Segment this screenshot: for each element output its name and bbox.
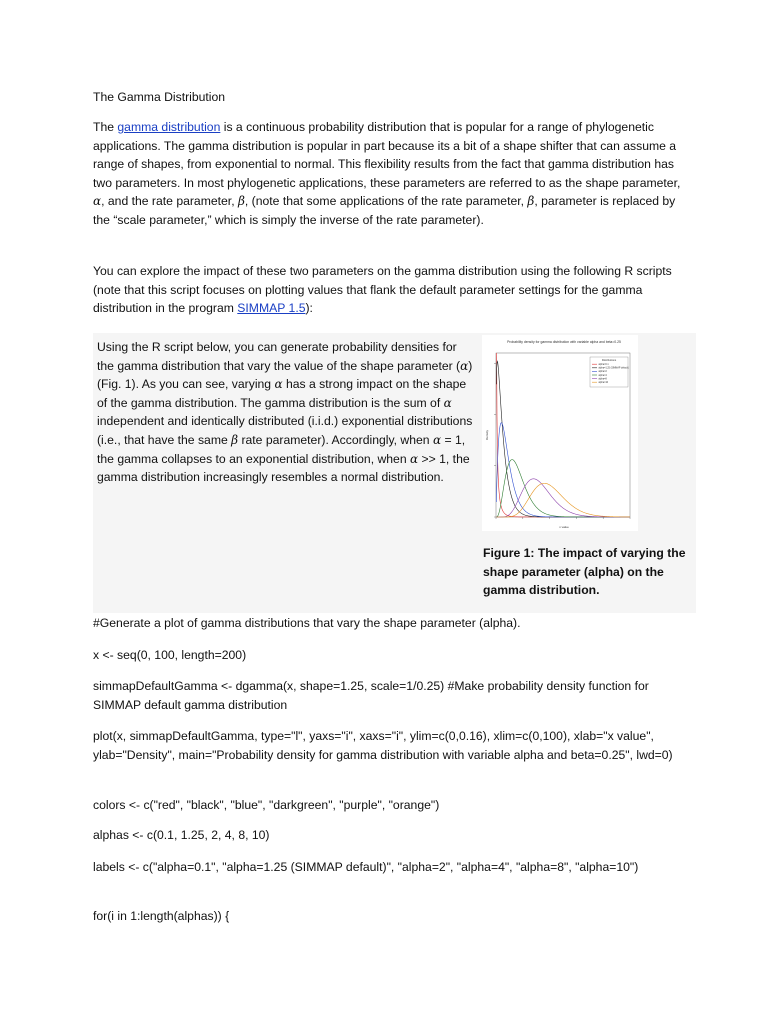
code-line: labels <- c("alpha=0.1", "alpha=1.25 (SIMMAP default)", "alpha=2", "alpha=4", "alpha=8", "alpha=10") [93, 860, 639, 874]
intro-paragraph [93, 118, 683, 230]
legend-entry: alpha=4 [598, 374, 607, 377]
code-line: x <- seq(0, 100, length=200) [93, 648, 247, 662]
scripts-paragraph [93, 262, 683, 318]
alpha-symbol: α [274, 377, 283, 392]
simmap-link[interactable]: SIMMAP 1.5 [237, 301, 306, 316]
text: , (note that some applications of the rate parameter, [244, 194, 528, 209]
alpha-symbol: α [443, 395, 452, 410]
text: ) (Fig. 1). As you can see, varying [97, 358, 473, 392]
gamma-distribution-link[interactable]: gamma distribution [117, 120, 221, 134]
text: is a continuous probability distribution that is popular for a range of phylogenetic applications. The gamma distribution is popular in part because its a bit of a shape shifter that can assume a range of shapes, from exponential to normal. This flexibility results from the fact that gamma distribution has two parameters. In most phylogenetic applications, these parameters are referred to as the shape parameter, [93, 120, 681, 190]
document-title: The Gamma Distribution [93, 90, 226, 104]
x-axis-label: x value [559, 525, 569, 529]
text: , parameter is replaced by the “scale parameter,” which is simply the inverse of the rate parameter). [93, 194, 676, 227]
text: Using the R script below, you can generate probability densities for the gamma distribution that vary the value of the shape parameter ( [97, 340, 461, 373]
alpha-symbol: α [410, 451, 419, 466]
code-line: alphas <- c(0.1, 1.25, 2, 4, 8, 10) [93, 828, 270, 842]
text: = 1, the gamma collapses to an exponential distribution, when [97, 432, 466, 466]
alpha-symbol: α [432, 432, 442, 447]
y-axis-label: Density [485, 429, 489, 441]
legend-title: Distributions [601, 359, 617, 362]
legend-entry: alpha=2 [598, 371, 607, 374]
text: independent and identically distributed (i.i.d.) exponential distributions (i.e., that have the same [97, 414, 473, 447]
text: You can explore the impact of these two parameters on the gamma distribution using the following R scripts (note that this script focuses on plotting values that flank the default parameter settings for the gamma distribution in the program [93, 264, 672, 316]
code-line: simmapDefaultGamma <- dgamma(x, shape=1.25, scale=1/0.25) #Make probability density function for SIMMAP default gamma distribution [93, 679, 649, 712]
beta-symbol: β [231, 432, 239, 447]
text: has a strong impact on the shape of the gamma distribution. The gamma distribution is the sum of [97, 377, 467, 410]
legend-entry: alpha=10 [598, 382, 609, 384]
text: The [93, 120, 118, 134]
beta-symbol: β [237, 194, 245, 209]
code-line: #Generate a plot of gamma distributions that vary the shape parameter (alpha). [93, 616, 521, 630]
panel-paragraph [97, 338, 477, 487]
alpha-symbol: α [460, 358, 469, 373]
chart-title: Probability density for gamma distribution with variable alpha and beta=0.25 [507, 340, 621, 344]
text: , and the rate parameter, [101, 194, 238, 209]
beta-symbol: β [527, 194, 535, 209]
code-line: colors <- c("red", "black", "blue", "darkgreen", "purple", "orange") [93, 798, 440, 812]
alpha-symbol: α [93, 194, 102, 209]
code-line: for(i in 1:length(alphas)) { [93, 909, 230, 923]
code-line: plot(x, simmapDefaultGamma, type="l", yaxs="i", xaxs="i", ylim=c(0,0.16), xlim=c(0,100), xlab="x value", ylab="Density", main="Probability density for gamma distribution with variable alpha and beta=0.25", lwd=0) [93, 729, 673, 762]
gamma-density-chart [482, 335, 638, 531]
legend-entry: alpha=1.25 (SIMMAP default) [598, 367, 629, 370]
text: >> 1, the gamma distribution increasingly resembles a normal distribution. [97, 451, 470, 485]
text: ): [305, 301, 313, 316]
legend-entry: alpha=8 [598, 378, 607, 381]
figure-caption: Figure 1: The impact of varying the shape parameter (alpha) on the gamma distribution. [483, 546, 686, 598]
text: rate parameter). Accordingly, when [238, 432, 433, 447]
legend-entry: alpha=0.1 [598, 364, 609, 366]
